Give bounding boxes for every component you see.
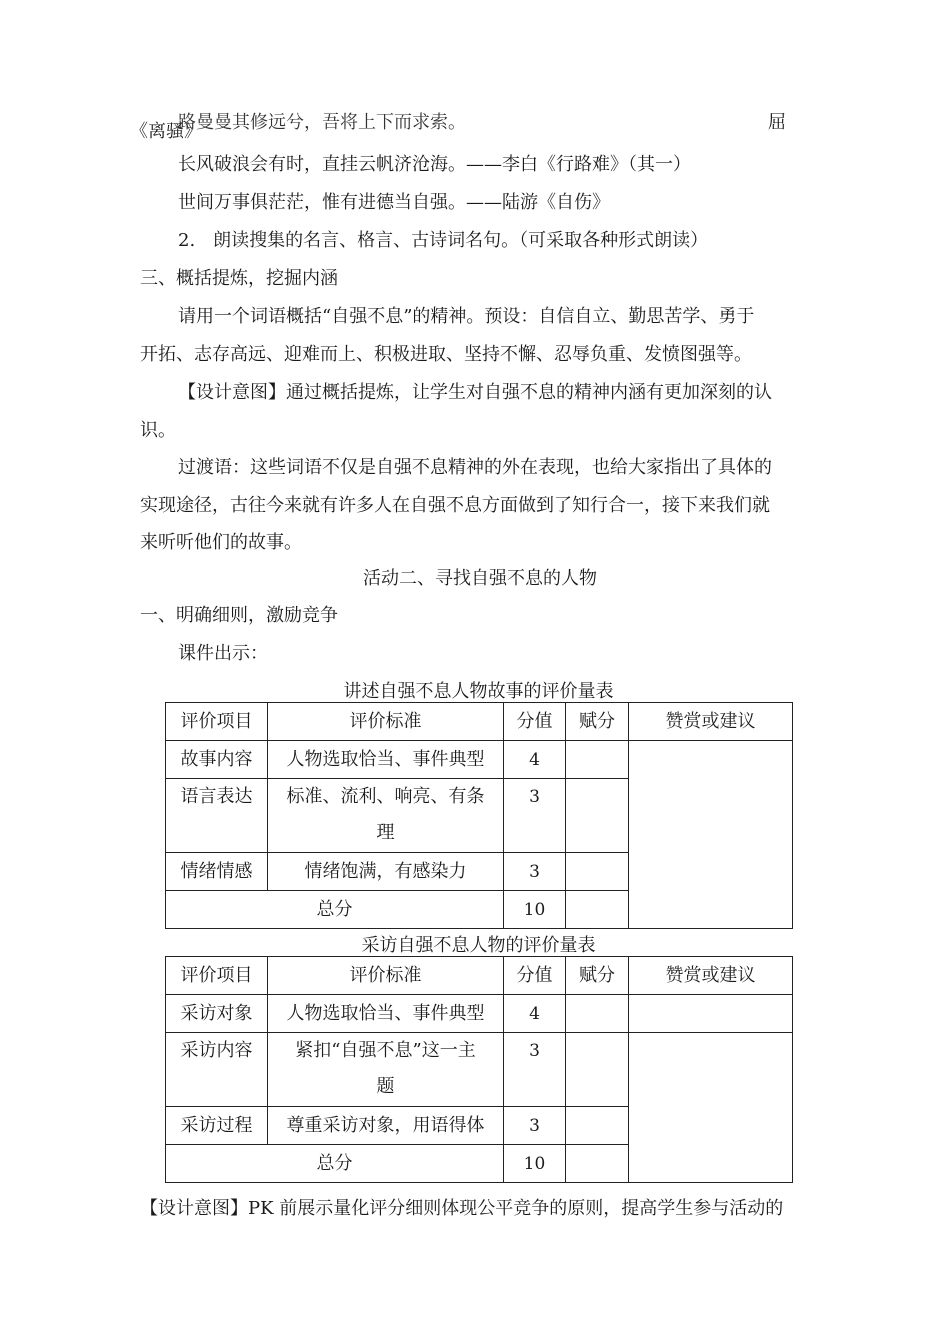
table2-caption: 采访自强不息人物的评价量表	[361, 935, 596, 956]
row-standard-line2: 题	[376, 1076, 395, 1097]
quote-fragment: 路曼曼其修远兮，吾将上下而求索。	[178, 112, 466, 133]
row-score: 4	[504, 741, 566, 779]
header-assigned: 赋分	[566, 957, 629, 995]
total-value: 10	[504, 1145, 566, 1183]
section-1-heading: 一、明确细则，激励竞争	[140, 605, 338, 626]
row-item: 情绪情感	[166, 853, 268, 891]
row-assigned-cell	[566, 741, 629, 779]
row-standard: 人物选取恰当、事件典型	[268, 741, 504, 779]
header-assigned: 赋分	[566, 703, 629, 741]
table-header-row	[166, 703, 793, 741]
header-standard: 评价标准	[268, 703, 504, 741]
row-standard-line1: 标准、流利、响亮、有条	[286, 786, 485, 807]
header-comments: 赞赏或建议	[629, 703, 793, 741]
row-standard-line1: 紧扣“自强不息”这一主	[295, 1040, 476, 1061]
transition-line1: 过渡语：这些词语不仅是自强不息精神的外在表现，也给大家指出了具体的	[178, 457, 772, 478]
design-intent-2: 【设计意图】PK 前展示量化评分细则体现公平竞争的原则，提高学生参与活动的	[140, 1198, 784, 1219]
row-item: 语言表达	[166, 779, 268, 853]
row-score: 4	[504, 995, 566, 1033]
row-score: 3	[504, 1107, 566, 1145]
table-row	[166, 741, 793, 779]
interview-evaluation-table	[165, 956, 793, 1183]
table-row	[166, 995, 793, 1033]
row-standard: 人物选取恰当、事件典型	[268, 995, 504, 1033]
comments-cell	[629, 1033, 793, 1183]
row-standard	[268, 1033, 504, 1107]
header-score: 分值	[504, 703, 566, 741]
row-assigned-cell	[566, 1033, 629, 1107]
comments-cell	[629, 741, 793, 929]
total-label: 总分	[166, 891, 504, 929]
row-item: 故事内容	[166, 741, 268, 779]
row-score: 3	[504, 853, 566, 891]
step-2-reading: 2. 朗读搜集的名言、格言、古诗词名句。（可采取各种形式朗读）	[178, 230, 709, 251]
row-standard-line2: 理	[376, 822, 395, 843]
header-standard: 评价标准	[268, 957, 504, 995]
story-evaluation-table	[165, 702, 793, 929]
total-value: 10	[504, 891, 566, 929]
row-assigned-cell	[566, 779, 629, 853]
quote-luyou: 世间万事俱茫茫，惟有进德当自强。——陆游《自伤》	[178, 192, 610, 213]
row-score: 3	[504, 1033, 566, 1107]
row-standard: 情绪饱满，有感染力	[268, 853, 504, 891]
row-item: 采访内容	[166, 1033, 268, 1107]
row-item: 采访过程	[166, 1107, 268, 1145]
courseware-label: 课件出示：	[178, 643, 268, 664]
row-score: 3	[504, 779, 566, 853]
section-3-heading: 三、概括提炼，挖掘内涵	[140, 268, 338, 289]
header-item: 评价项目	[166, 957, 268, 995]
total-label: 总分	[166, 1145, 504, 1183]
author-fragment: 屈	[768, 112, 786, 133]
transition-line2: 实现途径，古往今来就有许多人在自强不息方面做到了知行合一，接下来我们就	[140, 495, 770, 516]
row-standard: 尊重采访对象，用语得体	[268, 1107, 504, 1145]
header-score: 分值	[504, 957, 566, 995]
source-fragment: 《离骚》	[130, 121, 202, 142]
row-assigned-cell	[566, 1107, 629, 1145]
header-comments: 赞赏或建议	[629, 957, 793, 995]
table-row	[166, 1033, 793, 1107]
design-intent-1-line2: 识。	[140, 420, 176, 441]
comments-cell-top	[629, 995, 793, 1033]
design-intent-1-line1: 【设计意图】通过概括提炼，让学生对自强不息的精神内涵有更加深刻的认	[178, 382, 772, 403]
paragraph-summary-line1: 请用一个词语概括“自强不息”的精神。预设：自信自立、勤思苦学、勇于	[178, 306, 755, 327]
table1-caption: 讲述自强不息人物故事的评价量表	[343, 681, 614, 702]
row-item: 采访对象	[166, 995, 268, 1033]
total-assigned-cell	[566, 891, 629, 929]
quote-libai: 长风破浪会有时，直挂云帆济沧海。——李白《行路难》（其一）	[178, 154, 691, 175]
paragraph-summary-line2: 开拓、志存高远、迎难而上、积极进取、坚持不懈、忍辱负重、发愤图强等。	[140, 344, 752, 365]
table-header-row	[166, 957, 793, 995]
row-standard	[268, 779, 504, 853]
row-assigned-cell	[566, 995, 629, 1033]
transition-line3: 来听听他们的故事。	[140, 532, 302, 553]
total-assigned-cell	[566, 1145, 629, 1183]
row-assigned-cell	[566, 853, 629, 891]
header-item: 评价项目	[166, 703, 268, 741]
activity-2-heading: 活动二、寻找自强不息的人物	[363, 568, 597, 589]
